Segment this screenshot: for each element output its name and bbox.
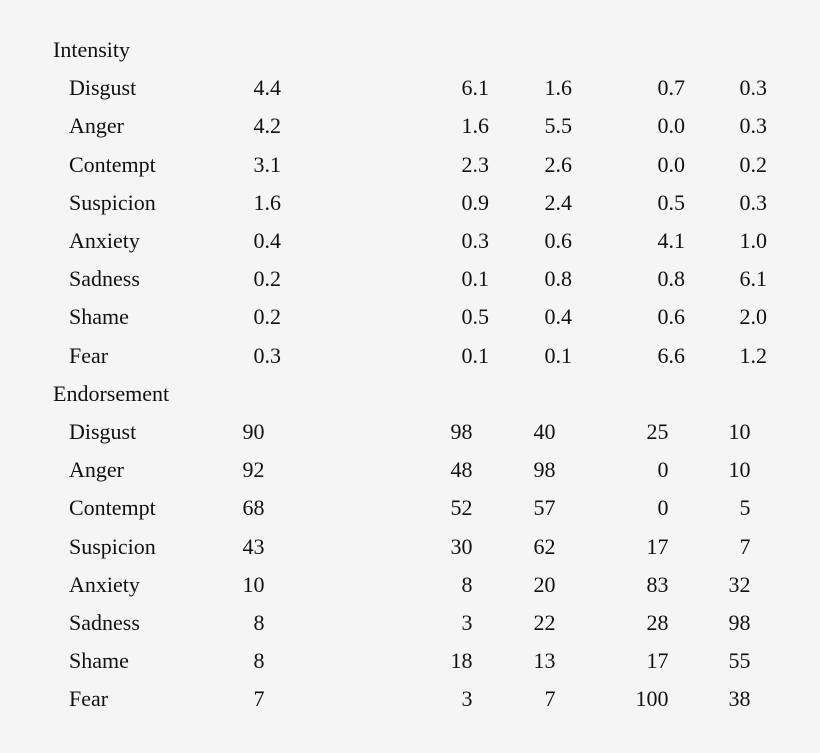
row-label: Shame bbox=[69, 648, 129, 674]
cell-value: 5 bbox=[739, 495, 751, 521]
cell-col-1 bbox=[201, 222, 281, 260]
row-label: Contempt bbox=[69, 495, 156, 521]
cell-value: 4.2 bbox=[253, 113, 281, 139]
cell-col-1 bbox=[201, 184, 281, 222]
cell-col-1 bbox=[201, 489, 281, 527]
cell-col-5 bbox=[687, 451, 767, 489]
cell-value: 7 bbox=[544, 686, 556, 712]
cell-col-1 bbox=[201, 298, 281, 336]
cell-value: 10 bbox=[242, 571, 265, 597]
row-label: Anxiety bbox=[69, 571, 140, 597]
cell-value: 6.6 bbox=[657, 342, 685, 368]
table-row bbox=[0, 107, 820, 145]
cell-value: 57 bbox=[533, 495, 556, 521]
cell-value: 1.6 bbox=[544, 75, 572, 101]
table-row bbox=[0, 604, 820, 642]
cell-value: 3.1 bbox=[253, 151, 281, 177]
cell-value: 92 bbox=[242, 457, 265, 483]
section-header-endorsement: Endorsement bbox=[53, 380, 170, 406]
cell-col-5 bbox=[687, 337, 767, 375]
cell-value: 0.8 bbox=[544, 266, 572, 292]
cell-col-3 bbox=[492, 260, 572, 298]
cell-col-4 bbox=[605, 222, 685, 260]
cell-col-1 bbox=[201, 413, 281, 451]
cell-col-5 bbox=[687, 69, 767, 107]
cell-col-2 bbox=[409, 566, 489, 604]
cell-col-1 bbox=[201, 260, 281, 298]
table-row bbox=[0, 489, 820, 527]
cell-value: 6.1 bbox=[739, 266, 767, 292]
cell-value: 2.6 bbox=[544, 151, 572, 177]
cell-value: 0.2 bbox=[739, 151, 767, 177]
cell-value: 0.4 bbox=[253, 228, 281, 253]
cell-value: 32 bbox=[728, 571, 751, 597]
cell-value: 0.6 bbox=[544, 228, 572, 253]
cell-value: 4.4 bbox=[253, 75, 281, 101]
row-label: Disgust bbox=[69, 419, 137, 444]
cell-value: 28 bbox=[646, 610, 669, 635]
cell-col-2 bbox=[409, 604, 489, 642]
cell-value: 83 bbox=[646, 571, 669, 597]
table-row bbox=[0, 298, 820, 336]
cell-col-4 bbox=[605, 451, 685, 489]
table-row bbox=[0, 260, 820, 298]
cell-value: 1.6 bbox=[253, 189, 281, 215]
cell-col-4 bbox=[605, 260, 685, 298]
cell-value: 0.6 bbox=[657, 304, 685, 330]
cell-col-2 bbox=[409, 337, 489, 375]
table-row bbox=[0, 566, 820, 604]
row-label: Shame bbox=[69, 304, 129, 330]
cell-col-3 bbox=[492, 451, 572, 489]
cell-col-4 bbox=[605, 107, 685, 145]
cell-value: 10 bbox=[728, 419, 751, 444]
row-label: Suspicion bbox=[69, 533, 156, 559]
cell-col-4 bbox=[605, 146, 685, 184]
cell-col-5 bbox=[687, 222, 767, 260]
cell-col-4 bbox=[605, 337, 685, 375]
cell-value: 6.1 bbox=[461, 75, 489, 101]
cell-value: 62 bbox=[533, 533, 556, 559]
cell-value: 1.0 bbox=[739, 228, 767, 253]
cell-col-4 bbox=[605, 604, 685, 642]
cell-col-3 bbox=[492, 69, 572, 107]
cell-col-4 bbox=[605, 413, 685, 451]
cell-value: 0.0 bbox=[657, 151, 685, 177]
cell-col-3 bbox=[492, 413, 572, 451]
cell-col-3 bbox=[492, 337, 572, 375]
cell-value: 0.5 bbox=[461, 304, 489, 330]
cell-value: 1.6 bbox=[461, 113, 489, 139]
cell-value: 98 bbox=[450, 419, 473, 444]
cell-value: 55 bbox=[728, 648, 751, 674]
row-label: Fear bbox=[69, 342, 109, 368]
row-label: Anger bbox=[69, 457, 124, 483]
cell-value: 0.8 bbox=[657, 266, 685, 292]
cell-value: 8 bbox=[253, 610, 265, 635]
cell-col-5 bbox=[687, 528, 767, 566]
cell-col-4 bbox=[605, 566, 685, 604]
cell-value: 100 bbox=[635, 686, 669, 712]
cell-col-4 bbox=[605, 680, 685, 718]
cell-value: 48 bbox=[450, 457, 473, 483]
cell-value: 98 bbox=[728, 610, 751, 635]
table-row bbox=[0, 528, 820, 566]
cell-value: 0 bbox=[657, 457, 669, 483]
cell-value: 2.4 bbox=[544, 189, 572, 215]
cell-value: 68 bbox=[242, 495, 265, 521]
cell-col-5 bbox=[687, 146, 767, 184]
cell-value: 0.4 bbox=[544, 304, 572, 330]
cell-col-3 bbox=[492, 604, 572, 642]
cell-col-5 bbox=[687, 298, 767, 336]
cell-col-1 bbox=[201, 69, 281, 107]
table-row bbox=[0, 413, 820, 451]
cell-col-1 bbox=[201, 337, 281, 375]
cell-col-2 bbox=[409, 642, 489, 680]
cell-value: 0.2 bbox=[253, 266, 281, 292]
cell-col-3 bbox=[492, 146, 572, 184]
table-row bbox=[0, 642, 820, 680]
cell-col-5 bbox=[687, 413, 767, 451]
cell-col-2 bbox=[409, 69, 489, 107]
cell-col-4 bbox=[605, 298, 685, 336]
table-row bbox=[0, 451, 820, 489]
cell-value: 0.1 bbox=[461, 266, 489, 292]
cell-col-2 bbox=[409, 489, 489, 527]
cell-value: 98 bbox=[533, 457, 556, 483]
cell-col-3 bbox=[492, 642, 572, 680]
cell-col-5 bbox=[687, 642, 767, 680]
cell-col-4 bbox=[605, 528, 685, 566]
cell-value: 2.0 bbox=[739, 304, 767, 330]
cell-value: 0.5 bbox=[657, 189, 685, 215]
table-row bbox=[0, 337, 820, 375]
cell-value: 0.3 bbox=[739, 75, 767, 101]
cell-value: 52 bbox=[450, 495, 473, 521]
cell-value: 90 bbox=[242, 419, 265, 444]
cell-col-1 bbox=[201, 642, 281, 680]
cell-value: 8 bbox=[253, 648, 265, 674]
row-label: Disgust bbox=[69, 75, 137, 101]
cell-value: 0.3 bbox=[253, 342, 281, 368]
cell-value: 18 bbox=[450, 648, 473, 674]
cell-col-2 bbox=[409, 184, 489, 222]
cell-value: 0.9 bbox=[461, 189, 489, 215]
cell-value: 0.3 bbox=[461, 228, 489, 253]
cell-value: 0 bbox=[657, 495, 669, 521]
cell-col-2 bbox=[409, 298, 489, 336]
cell-value: 25 bbox=[646, 419, 669, 444]
cell-value: 43 bbox=[242, 533, 265, 559]
cell-col-4 bbox=[605, 69, 685, 107]
cell-value: 22 bbox=[533, 610, 556, 635]
cell-col-1 bbox=[201, 566, 281, 604]
cell-col-2 bbox=[409, 451, 489, 489]
cell-col-3 bbox=[492, 298, 572, 336]
table-row bbox=[0, 222, 820, 260]
cell-value: 13 bbox=[533, 648, 556, 674]
cell-value: 38 bbox=[728, 686, 751, 712]
cell-col-2 bbox=[409, 260, 489, 298]
cell-col-3 bbox=[492, 107, 572, 145]
cell-col-4 bbox=[605, 489, 685, 527]
cell-col-5 bbox=[687, 489, 767, 527]
cell-value: 0.3 bbox=[739, 113, 767, 139]
cell-col-2 bbox=[409, 680, 489, 718]
cell-col-5 bbox=[687, 566, 767, 604]
cell-value: 0.2 bbox=[253, 304, 281, 330]
cell-col-2 bbox=[409, 413, 489, 451]
cell-value: 7 bbox=[739, 533, 751, 559]
row-label: Fear bbox=[69, 686, 109, 712]
cell-value: 8 bbox=[461, 571, 473, 597]
cell-col-2 bbox=[409, 107, 489, 145]
cell-col-3 bbox=[492, 489, 572, 527]
cell-col-4 bbox=[605, 184, 685, 222]
cell-col-1 bbox=[201, 680, 281, 718]
cell-col-1 bbox=[201, 528, 281, 566]
row-label: Sadness bbox=[69, 610, 140, 635]
cell-col-3 bbox=[492, 222, 572, 260]
cell-col-5 bbox=[687, 184, 767, 222]
cell-col-3 bbox=[492, 680, 572, 718]
cell-col-3 bbox=[492, 184, 572, 222]
cell-col-1 bbox=[201, 604, 281, 642]
section-header-intensity: Intensity bbox=[53, 37, 130, 62]
cell-value: 3 bbox=[461, 610, 473, 635]
cell-value: 0.1 bbox=[544, 342, 572, 368]
cell-col-5 bbox=[687, 107, 767, 145]
cell-value: 7 bbox=[253, 686, 265, 712]
cell-value: 2.3 bbox=[461, 151, 489, 177]
table-row bbox=[0, 680, 820, 718]
table-row bbox=[0, 146, 820, 184]
cell-value: 40 bbox=[533, 419, 556, 444]
cell-col-5 bbox=[687, 604, 767, 642]
cell-value: 17 bbox=[646, 648, 669, 674]
cell-col-2 bbox=[409, 222, 489, 260]
cell-col-5 bbox=[687, 680, 767, 718]
cell-value: 10 bbox=[728, 457, 751, 483]
row-label: Sadness bbox=[69, 266, 140, 292]
cell-col-4 bbox=[605, 642, 685, 680]
row-label: Contempt bbox=[69, 151, 156, 177]
cell-value: 20 bbox=[533, 571, 556, 597]
cell-col-3 bbox=[492, 566, 572, 604]
cell-col-3 bbox=[492, 528, 572, 566]
table-row bbox=[0, 184, 820, 222]
cell-value: 0.3 bbox=[739, 189, 767, 215]
cell-value: 4.1 bbox=[657, 228, 685, 253]
cell-value: 30 bbox=[450, 533, 473, 559]
cell-col-2 bbox=[409, 528, 489, 566]
cell-col-1 bbox=[201, 146, 281, 184]
table-row bbox=[0, 69, 820, 107]
cell-col-1 bbox=[201, 107, 281, 145]
cell-col-1 bbox=[201, 451, 281, 489]
row-label: Anger bbox=[69, 113, 124, 139]
cell-value: 0.7 bbox=[657, 75, 685, 101]
cell-value: 0.0 bbox=[657, 113, 685, 139]
cell-value: 1.2 bbox=[739, 342, 767, 368]
cell-value: 3 bbox=[461, 686, 473, 712]
cell-value: 5.5 bbox=[544, 113, 572, 139]
cell-col-2 bbox=[409, 146, 489, 184]
cell-value: 0.1 bbox=[461, 342, 489, 368]
cell-col-5 bbox=[687, 260, 767, 298]
row-label: Anxiety bbox=[69, 228, 140, 253]
cell-value: 17 bbox=[646, 533, 669, 559]
row-label: Suspicion bbox=[69, 189, 156, 215]
